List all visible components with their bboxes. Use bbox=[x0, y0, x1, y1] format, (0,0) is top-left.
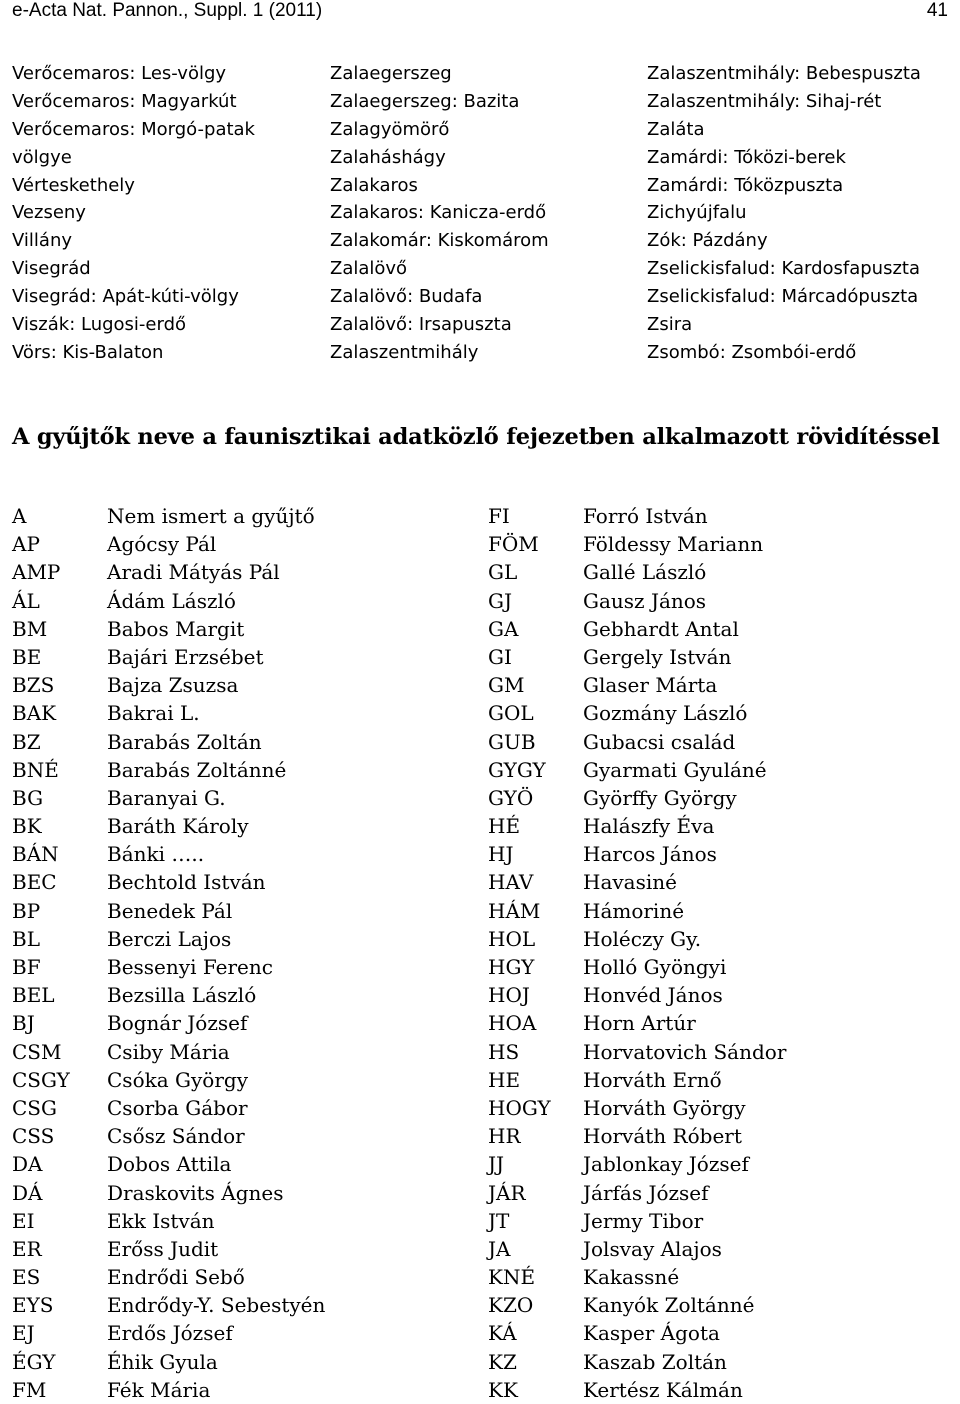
collector-name: Draskovits Ágnes bbox=[107, 1180, 284, 1205]
collector-name: Jablonkay József bbox=[583, 1152, 749, 1177]
collector-code: KZO bbox=[488, 1293, 534, 1318]
collector-code: BK bbox=[12, 814, 42, 839]
locality-item: Viszák: Lugosi-erdő bbox=[12, 314, 187, 336]
collector-row bbox=[488, 502, 948, 530]
collector-name: Endrődi Sebő bbox=[107, 1265, 245, 1290]
collector-row bbox=[12, 897, 472, 925]
collector-code: BE bbox=[12, 644, 42, 669]
collector-row bbox=[12, 643, 472, 671]
collector-code: FM bbox=[12, 1377, 47, 1402]
collector-name: Barabás Zoltán bbox=[107, 729, 262, 754]
collector-name: Csiby Mária bbox=[107, 1039, 230, 1064]
locality-item: Zselickisfalud: Kardosfapuszta bbox=[647, 258, 921, 280]
collector-name: Horváth Róbert bbox=[583, 1124, 742, 1149]
collector-row bbox=[488, 756, 948, 784]
collector-code: BNÉ bbox=[12, 757, 59, 782]
collector-row bbox=[488, 1038, 948, 1066]
collector-name: Bajza Zsuzsa bbox=[107, 673, 239, 698]
collector-name: Harcos János bbox=[583, 842, 717, 867]
collector-row bbox=[488, 699, 948, 727]
collector-row bbox=[488, 1094, 948, 1122]
locality-item: Zalaszentmihály: Sihaj-rét bbox=[647, 90, 882, 112]
collector-row bbox=[488, 671, 948, 699]
collector-name: Gubacsi család bbox=[583, 729, 736, 754]
collector-code: BZ bbox=[12, 729, 41, 754]
collector-name: Horn Artúr bbox=[583, 1011, 696, 1036]
collector-code: CSG bbox=[12, 1095, 57, 1120]
collector-code: AMP bbox=[12, 560, 61, 585]
locality-item: Visegrád bbox=[12, 258, 91, 280]
collector-code: KÁ bbox=[488, 1321, 517, 1346]
journal-citation: e-Acta Nat. Pannon., Suppl. 1 (2011) bbox=[12, 0, 323, 21]
collector-row bbox=[12, 840, 472, 868]
collector-code: BÁN bbox=[12, 842, 59, 867]
collector-row bbox=[488, 925, 948, 953]
collector-code: JA bbox=[488, 1236, 511, 1261]
collector-name: Ádám László bbox=[107, 588, 236, 613]
page-header bbox=[12, 0, 948, 26]
collector-code: BAK bbox=[12, 701, 57, 726]
collector-name: Holló Gyöngyi bbox=[583, 955, 727, 979]
collector-name: Baráth Károly bbox=[107, 814, 249, 839]
collector-name: Gergely István bbox=[583, 644, 732, 669]
collector-code: EYS bbox=[12, 1293, 54, 1318]
locality-item: völgye bbox=[12, 146, 72, 168]
collector-row bbox=[488, 1348, 948, 1376]
collector-code: GUB bbox=[488, 729, 536, 754]
collector-row bbox=[12, 502, 472, 530]
collector-list bbox=[12, 502, 472, 1404]
collector-name: Benedek Pál bbox=[107, 898, 233, 923]
collector-row bbox=[12, 1179, 472, 1207]
collector-code: JÁR bbox=[488, 1180, 526, 1205]
locality-item: Zalalövő: Budafa bbox=[330, 286, 483, 308]
collector-name: Györffy György bbox=[583, 785, 737, 810]
collector-row bbox=[12, 530, 472, 558]
collector-name: Dobos Attila bbox=[107, 1152, 232, 1177]
collector-row bbox=[488, 868, 948, 896]
collector-name: Horváth Ernő bbox=[583, 1067, 722, 1092]
collector-name: Földessy Mariann bbox=[583, 532, 764, 557]
collector-code: BP bbox=[12, 898, 41, 923]
collector-code: HÁM bbox=[488, 898, 541, 923]
collector-name: Csősz Sándor bbox=[107, 1124, 245, 1149]
collector-code: A bbox=[12, 504, 27, 528]
locality-item: Zalaegerszeg bbox=[330, 63, 452, 84]
locality-item: Zalakomár: Kiskomárom bbox=[330, 230, 549, 252]
collector-code: CSS bbox=[12, 1124, 55, 1149]
collector-name: Gyarmati Gyuláné bbox=[583, 757, 767, 782]
collector-row bbox=[488, 643, 948, 671]
collector-row bbox=[488, 728, 948, 756]
collector-name: Kanyók Zoltánné bbox=[583, 1293, 755, 1318]
collector-name: Horváth György bbox=[583, 1095, 746, 1120]
locality-item: Zsombó: Zsombói-erdő bbox=[647, 341, 857, 363]
collector-name: Halászfy Éva bbox=[583, 814, 715, 839]
locality-item: Zalaszentmihály bbox=[330, 341, 479, 363]
collector-code: FI bbox=[488, 504, 510, 528]
collector-name: Bakrai L. bbox=[107, 701, 200, 726]
collector-row bbox=[12, 1122, 472, 1150]
collector-row bbox=[488, 1122, 948, 1150]
collector-code: HOA bbox=[488, 1011, 537, 1036]
locality-item: Zalalövő bbox=[330, 258, 408, 280]
collector-name: Erdős József bbox=[107, 1321, 233, 1346]
collector-code: CSM bbox=[12, 1039, 62, 1064]
locality-item: Zselickisfalud: Márcadópuszta bbox=[647, 286, 919, 308]
collector-name: Bajári Erzsébet bbox=[107, 644, 264, 669]
collector-code: JJ bbox=[488, 1152, 505, 1177]
collector-name: Agócsy Pál bbox=[107, 532, 217, 557]
collector-code: BJ bbox=[12, 1011, 35, 1036]
collector-row bbox=[12, 1207, 472, 1235]
page-number: 41 bbox=[926, 0, 948, 21]
collector-row bbox=[12, 728, 472, 756]
locality-item: Zalakaros bbox=[330, 174, 418, 196]
collector-code: GI bbox=[488, 644, 512, 669]
collector-name: Ekk István bbox=[107, 1208, 215, 1233]
collector-code: JT bbox=[488, 1208, 510, 1233]
collector-name: Holéczy Gy. bbox=[583, 926, 702, 951]
locality-column bbox=[647, 60, 921, 367]
collector-row bbox=[488, 812, 948, 840]
collector-code: HR bbox=[488, 1124, 521, 1149]
collector-name: Járfás József bbox=[583, 1180, 709, 1205]
collector-code: BG bbox=[12, 785, 44, 810]
collector-name: Éhik Gyula bbox=[107, 1349, 218, 1374]
collector-row bbox=[12, 1009, 472, 1037]
collector-list bbox=[488, 502, 948, 1404]
collector-row bbox=[12, 953, 472, 981]
collector-code: AP bbox=[12, 532, 40, 557]
collector-row bbox=[488, 615, 948, 643]
collector-row bbox=[12, 1150, 472, 1178]
collector-row bbox=[12, 615, 472, 643]
collector-row bbox=[12, 868, 472, 896]
collector-name: Horvatovich Sándor bbox=[583, 1039, 787, 1064]
collector-code: FÖM bbox=[488, 532, 539, 557]
collector-row bbox=[488, 897, 948, 925]
locality-item: Verőcemaros: Morgó-patak bbox=[12, 118, 255, 140]
collector-name: Bognár József bbox=[107, 1011, 248, 1036]
collector-name: Gebhardt Antal bbox=[583, 616, 739, 641]
section-heading: A gyűjtők neve a faunisztikai adatközlő fejezetben alkalmazott rövidítéssel bbox=[12, 424, 940, 450]
collector-name: Bechtold István bbox=[107, 870, 266, 895]
collector-name: Baranyai G. bbox=[107, 785, 226, 810]
collector-name: Jermy Tibor bbox=[583, 1208, 704, 1233]
collector-row bbox=[488, 1066, 948, 1094]
collector-code: CSGY bbox=[12, 1067, 70, 1092]
locality-item: Zsira bbox=[647, 314, 693, 336]
collector-code: BZS bbox=[12, 673, 55, 698]
collector-code: GJ bbox=[488, 588, 512, 613]
collector-name: Aradi Mátyás Pál bbox=[107, 560, 280, 585]
locality-item: Vérteskethely bbox=[12, 174, 135, 196]
collector-code: KK bbox=[488, 1377, 518, 1402]
collector-code: ÉGY bbox=[12, 1349, 56, 1374]
collector-name: Honvéd János bbox=[583, 983, 723, 1008]
collector-code: HS bbox=[488, 1039, 520, 1064]
collector-name: Csóka György bbox=[107, 1067, 248, 1092]
collector-name: Barabás Zoltánné bbox=[107, 757, 287, 782]
locality-column bbox=[330, 60, 549, 367]
collector-row bbox=[488, 1150, 948, 1178]
collector-code: ÁL bbox=[12, 588, 40, 613]
collector-name: Csorba Gábor bbox=[107, 1095, 248, 1120]
collector-name: Havasiné bbox=[583, 870, 677, 895]
locality-item: Verőcemaros: Magyarkút bbox=[12, 90, 237, 112]
collector-row bbox=[488, 1207, 948, 1235]
collector-name: Kaszab Zoltán bbox=[583, 1349, 727, 1374]
locality-item: Vezseny bbox=[12, 202, 86, 224]
locality-item: Zichyújfalu bbox=[647, 202, 747, 224]
collector-name: Bezsilla László bbox=[107, 983, 257, 1008]
collector-code: HJ bbox=[488, 842, 514, 867]
collector-name: Kasper Ágota bbox=[583, 1321, 720, 1346]
collector-code: GOL bbox=[488, 701, 534, 726]
collector-row bbox=[12, 756, 472, 784]
collector-code: ER bbox=[12, 1236, 42, 1261]
collector-name: Bessenyi Ferenc bbox=[107, 955, 273, 979]
collector-name: Kertész Kálmán bbox=[583, 1377, 743, 1402]
collector-row bbox=[488, 1009, 948, 1037]
collector-row bbox=[488, 784, 948, 812]
collector-code: DA bbox=[12, 1152, 43, 1177]
collector-row bbox=[12, 558, 472, 586]
collector-code: BL bbox=[12, 926, 40, 951]
collector-code: HOL bbox=[488, 926, 536, 951]
collector-code: EJ bbox=[12, 1321, 35, 1346]
collector-row bbox=[12, 925, 472, 953]
collector-name: Babos Margit bbox=[107, 616, 245, 641]
collector-row bbox=[12, 1038, 472, 1066]
collector-row bbox=[12, 671, 472, 699]
collector-name: Gallé László bbox=[583, 560, 707, 585]
collector-code: BM bbox=[12, 616, 48, 641]
collector-code: GYGY bbox=[488, 757, 546, 782]
collector-name: Gausz János bbox=[583, 588, 707, 613]
locality-item: Zalaszentmihály: Bebespuszta bbox=[647, 63, 921, 84]
collector-row bbox=[12, 1094, 472, 1122]
collector-code: HOJ bbox=[488, 983, 530, 1008]
collector-code: BF bbox=[12, 955, 41, 979]
collector-row bbox=[12, 1348, 472, 1376]
collector-row bbox=[488, 840, 948, 868]
collector-row bbox=[12, 1291, 472, 1319]
collector-code: GM bbox=[488, 673, 525, 698]
collector-name: Endrődy-Y. Sebestyén bbox=[107, 1293, 326, 1318]
collector-code: ES bbox=[12, 1265, 41, 1290]
collector-row bbox=[488, 558, 948, 586]
collector-row bbox=[488, 530, 948, 558]
collector-row bbox=[488, 1319, 948, 1347]
collector-code: HAV bbox=[488, 870, 534, 895]
collector-name: Jolsvay Alajos bbox=[583, 1236, 722, 1261]
collector-name: Nem ismert a gyűjtő bbox=[107, 504, 315, 528]
collector-name: Bánki ….. bbox=[107, 842, 205, 867]
collector-row bbox=[12, 587, 472, 615]
collector-name: Fék Mária bbox=[107, 1377, 211, 1402]
locality-item: Zalakaros: Kanicza-erdő bbox=[330, 202, 547, 224]
locality-item: Zaláta bbox=[647, 118, 705, 140]
collector-row bbox=[12, 1319, 472, 1347]
collector-name: Berczi Lajos bbox=[107, 926, 232, 951]
locality-item: Villány bbox=[12, 230, 73, 252]
locality-item: Zamárdi: Tóközi-berek bbox=[647, 146, 846, 168]
locality-item: Zamárdi: Tóközpuszta bbox=[647, 174, 844, 196]
collector-row bbox=[488, 587, 948, 615]
locality-column bbox=[12, 60, 255, 367]
collector-name: Forró István bbox=[583, 504, 708, 528]
collector-row bbox=[12, 981, 472, 1009]
collector-code: GA bbox=[488, 616, 519, 641]
locality-item: Verőcemaros: Les-völgy bbox=[12, 63, 227, 84]
collector-code: HGY bbox=[488, 955, 535, 979]
collector-code: BEL bbox=[12, 983, 55, 1008]
collector-code: HE bbox=[488, 1067, 521, 1092]
locality-item: Vörs: Kis-Balaton bbox=[12, 341, 164, 363]
locality-item: Zalagyömörő bbox=[330, 118, 450, 140]
collector-row bbox=[12, 1235, 472, 1263]
collector-row bbox=[488, 1291, 948, 1319]
collector-name: Erőss Judit bbox=[107, 1236, 219, 1261]
collector-name: Gozmány László bbox=[583, 701, 748, 726]
collector-row bbox=[488, 953, 948, 981]
locality-item: Zalaháshágy bbox=[330, 146, 446, 168]
collector-code: GL bbox=[488, 560, 518, 585]
locality-item: Zók: Pázdány bbox=[647, 230, 768, 252]
collector-name: Kakassné bbox=[583, 1265, 680, 1290]
collector-row bbox=[488, 981, 948, 1009]
collector-code: KNÉ bbox=[488, 1265, 536, 1290]
collector-name: Glaser Márta bbox=[583, 673, 718, 698]
locality-item: Visegrád: Apát-kúti-völgy bbox=[12, 286, 239, 308]
collector-name: Hámoriné bbox=[583, 898, 685, 923]
locality-item: Zalalövő: Irsapuszta bbox=[330, 314, 512, 336]
collector-code: DÁ bbox=[12, 1180, 43, 1205]
collector-code: KZ bbox=[488, 1349, 517, 1374]
collector-row bbox=[488, 1235, 948, 1263]
collector-row bbox=[12, 784, 472, 812]
collector-code: HOGY bbox=[488, 1095, 551, 1120]
collector-row bbox=[488, 1179, 948, 1207]
collector-row bbox=[12, 812, 472, 840]
collector-row bbox=[12, 1263, 472, 1291]
collector-row bbox=[12, 699, 472, 727]
collector-code: HÉ bbox=[488, 814, 521, 839]
locality-item: Zalaegerszeg: Bazita bbox=[330, 90, 520, 112]
collector-code: BEC bbox=[12, 870, 57, 895]
collector-code: GYÖ bbox=[488, 785, 534, 810]
collector-row bbox=[12, 1066, 472, 1094]
collector-row bbox=[488, 1263, 948, 1291]
collector-code: EI bbox=[12, 1208, 35, 1233]
